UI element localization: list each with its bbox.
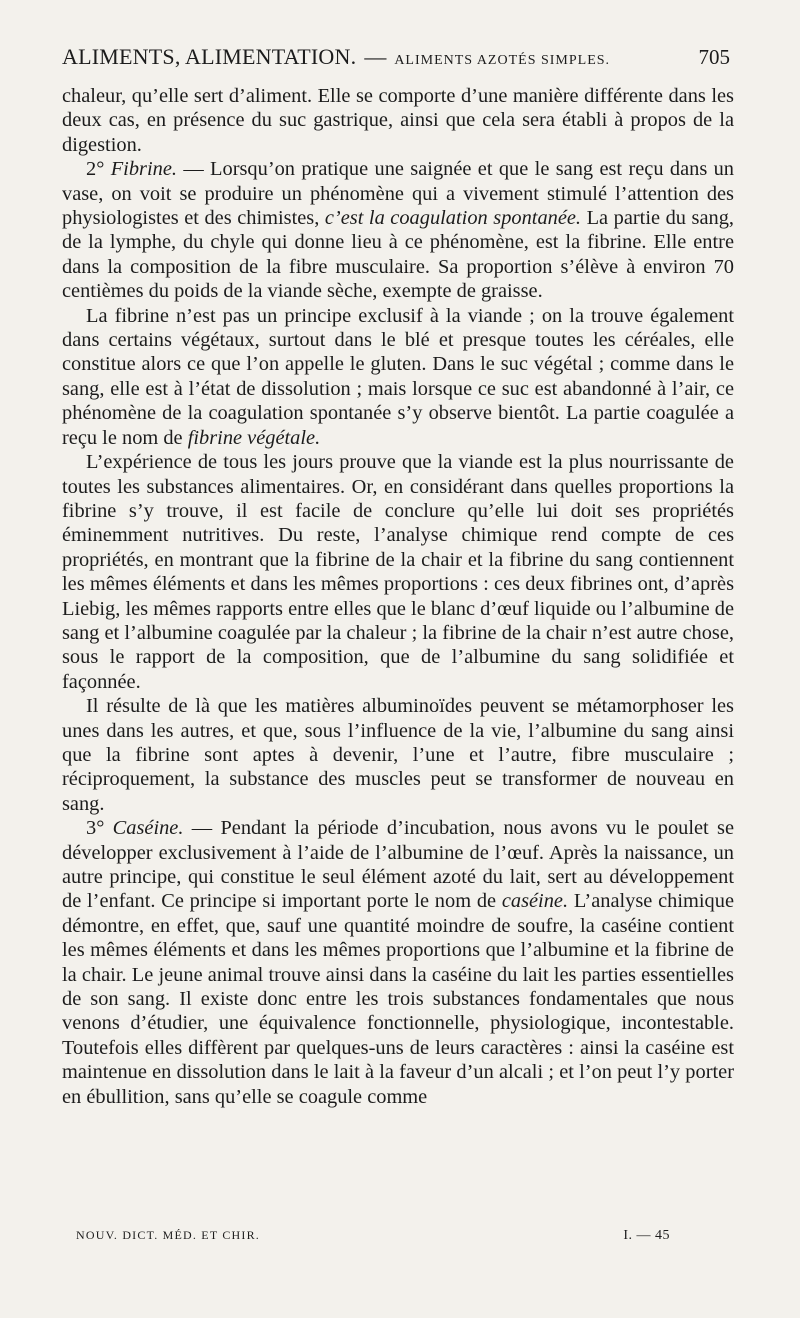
paragraph-text: — Pendant la période d’incubation, nous avons vu le poulet se développer exclusivement à l’aide de l’albumine de l’œuf. Après la naissance, un autre principe, qui constitue le seul élément azoté du lait, sert au développement de l’enfant. Ce principe si important porte le nom de: [62, 817, 734, 913]
paragraph-3: [62, 304, 734, 450]
page-footer: [76, 1228, 730, 1244]
paragraph-fibrine: [62, 157, 734, 303]
paragraph-text: La fibrine n’est pas un principe exclusif à la viande ; on la trouve également dans certains végétaux, surtout dans le blé et presque toutes les céréales, elle constitue alors ce que l’on appelle le gluten. Dans le suc végétal ; comme dans le sang, elle est à l’état de dissolution ; mais lorsque ce suc est abandonné à l’air, ce phénomène de la coagulation spontanée s’y observe bientôt. La partie coagulée a reçu le nom de: [62, 304, 734, 449]
footer-signature: NOUV. DICT. MÉD. ET CHIR.: [76, 1228, 261, 1242]
paragraph-text: La partie du sang, de la lymphe, du chyle qui donne lieu à ce phénomène, est la fibrine. Elle entre dans la composition de la fibre musculaire. Sa proportion s’élève à environ 70 centièmes du poids de la viande sèche, exempte de graisse.: [62, 207, 734, 303]
section-number: 2°: [86, 158, 111, 181]
paragraph-text: — Lorsqu’on pratique une saignée et que le sang est reçu dans un vase, on voit se produire un phénomène qui a vivement stimulé l’attention des physiologistes et des chimistes,: [62, 158, 734, 230]
paragraph-1: chaleur, qu’elle sert d’aliment. Elle se comporte d’une manière différente dans les deux cas, en présence du suc gastrique, ainsi que cela sera établi à propos de la digestion.: [62, 85, 734, 156]
header-dash: —: [364, 44, 387, 69]
italic-phrase: fibrine végétale.: [187, 426, 321, 449]
footer-sheet-number: I. — 45: [623, 1228, 670, 1243]
italic-phrase: c’est la coagulation spontanée.: [324, 207, 582, 230]
section-heading-fibrine: Fibrine.: [110, 158, 177, 181]
page-number: 705: [698, 45, 730, 69]
paragraph-text: L’analyse chimique démontre, en effet, que, sauf une quantité moindre de soufre, la caséine contient les mêmes éléments et dans les mêmes proportions que l’albumine et la fibrine de la chair. Le jeune animal trouve ainsi dans la caséine du lait les parties essentielles de son sang. Il existe donc entre les trois substances fondamentales que nous venons d’étudier, une équivalence fonctionnelle, physiologique, incontestable. Toutefois elles diffèrent par quelques-uns de leurs caractères : ainsi la caséine est maintenue en dissolution dans le lait à la faveur d’un alcali ; et l’on peut l’y porter en ébullition, sans qu’elle se coagule comme: [62, 890, 734, 1108]
section-number: 3°: [86, 817, 113, 840]
paragraph-5: Il résulte de là que les matières albuminoïdes peuvent se métamorphoser les unes dans les autres, et que, sous l’influence de la vie, l’albumine du sang ainsi que la fibrine sont aptes à devenir, l’une et l’autre, fibre musculaire ; réciproquement, la substance des muscles peut se transformer de nouveau en sang.: [62, 695, 734, 815]
running-header: [62, 44, 730, 78]
section-title: ALIMENTS AZOTÉS SIMPLES.: [394, 53, 611, 68]
italic-phrase: caséine.: [501, 890, 569, 913]
paragraph-caseine: [62, 816, 734, 1109]
body-text: [62, 84, 734, 1109]
section-heading-caseine: Caséine.: [112, 817, 184, 840]
running-title: ALIMENTS, ALIMENTATION.: [62, 44, 357, 69]
paragraph-4: L’expérience de tous les jours prouve que la viande est la plus nourrissante de toutes les substances alimentaires. Or, en considérant dans quelles proportions la fibrine s’y trouve, il est facile de conclure qu’elle lui doit ses propriétés éminemment nutritives. Du reste, l’analyse chimique rend compte de ces propriétés, en montrant que la fibrine de la chair et la fibrine du sang contiennent les mêmes éléments et dans les mêmes proportions : ces deux fibrines ont, d’après Liebig, les mêmes rapports entre elles que le blanc d’œuf liquide ou l’albumine de sang et l’albumine coagulée par la chaleur ; la fibrine de la chair n’est autre chose, sous le rapport de la composition, que de l’albumine du sang solidifiée et façonnée.: [62, 451, 734, 693]
